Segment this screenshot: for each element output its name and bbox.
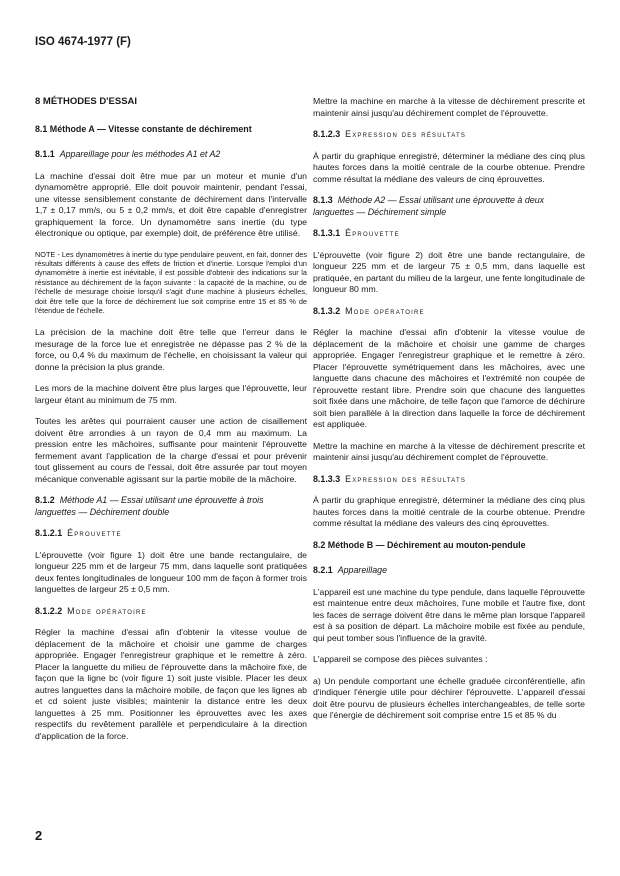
section-number: 8.1.2.1 [35,528,63,539]
paragraph: Mettre la machine en marche à la vitesse de déchirement prescrite et maintenir ainsi jusqu'au déchirement complet de l'éprouvette. [313,96,585,118]
paragraph: À partir du graphique enregistré, déterminer la médiane des cinq plus hautes forces dans la moitié centrale de la courbe obtenue. Prendre comme résultat la médiane des valeurs des cinq éprouvettes. [313,495,585,528]
paragraph: La machine d'essai doit être mue par un moteur et munie d'un dynamomètre approprié. Elle doit pouvoir maintenir, pendant l'essai, une vitesse sensiblement constante de déchirement dans l'intervalle 1,7 ± 0,17 mm/s, ou 5 ± 0,2 mm/s, et doit être capable d'enregistrer graphiquement la force. Un dynamomètre sans inertie (du type électronique ou optique, par exemple) doit, de préférence être utilisé. [35,170,307,238]
section-title: Éprouvette [345,228,400,238]
paragraph: L'appareil se compose des pièces suivantes : [313,654,488,664]
section-title: Éprouvette [67,528,122,539]
section-title: Méthode A2 — Essai utilisant une éprouvette à deux languettes — Déchirement simple [313,195,545,217]
section-title: Appareillage pour les méthodes A1 et A2 [59,149,221,159]
paragraph: À partir du graphique enregistré, déterminer la médiane des cinq plus hautes forces dans la moitié centrale de la courbe obtenue. Prendre comme résultat la médiane des valeurs de cinq éprouvettes. [313,150,585,184]
paragraph: L'appareil est une machine du type pendule, dans laquelle l'éprouvette est maintenue entre deux mâchoires, l'une mobile et l'autre fixe, dont les faces de serrage doivent être dans le même plan lorsque l'appareil est à sa position de départ. La mâchoire mobile est fixée au pendule, qui peut tomber sous l'influence de la gravité. [313,586,585,643]
paragraph: Régler la machine d'essai afin d'obtenir la vitesse voulue de déplacement de la mâchoire et choisir une gamme de charges appropriée. Engager l'enregistreur graphique et le remettre à zéro. Placer l'éprouvette symétriquement dans les mâchoires, avec une languette dans chacune des mâchoires et l'extrémité non coupée de l'éprouvette restant libre. Prendre soin que chacune des languettes soit fixée dans une mâchoire, de telle façon que l'amorce de déchirure soit bien parallèle à la direction dans laquelle la force de déchirement est appliquée. [313,327,585,429]
section-number: 8.1.2.2 [35,605,63,616]
section-8-1-2-3-heading [313,129,585,141]
section-8-1-2-heading [35,495,307,518]
section-title: Expression des résultats [345,473,467,484]
section-number: 8.1.3.2 [313,305,341,316]
section-8-1-3-2-heading [313,306,585,318]
list-item: a) Un pendule comportant une échelle graduée circonférentielle, afin d'indiquer l'énergie utile pour déchirer l'éprouvette. L'appareil d'essai doit être pourvu de plusieurs échelles interchangeables, de telle sorte que l'énergie de déchirement soit comprise entre 15 et 85 % du [313,675,585,720]
section-number: 8.1.2 [35,495,55,506]
section-8-2-1-heading [313,565,585,577]
page-header: ISO 4674-1977 (F) [35,36,131,48]
left-column [35,96,307,752]
section-title: Expression des résultats [345,129,467,139]
section-8-1-heading: 8.1 Méthode A — Vitesse constante de déchirement [35,123,252,134]
section-number: 8.1.3.1 [313,228,341,238]
paragraph: Les mors de la machine doivent être plus larges que l'éprouvette, leur largeur étant au minimum de 75 mm. [35,383,307,405]
section-8-1-1-heading [35,149,307,161]
paragraph: Mettre la machine en marche à la vitesse de déchirement prescrite et maintenir ainsi jusqu'au déchirement complet de l'éprouvette. [313,440,585,462]
section-8-heading: 8 MÉTHODES D'ESSAI [35,96,138,107]
section-number: 8.1.3 [313,195,333,205]
section-title: Mode opératoire [67,605,147,616]
note-paragraph: NOTE - Les dynamomètres à inertie du type pendulaire peuvent, en fait, donner des résultats différents à cause des effets de friction et d'inertie. Lorsque l'emploi d'un dynamomètre à inertie est inévitable, il est possible d'obtenir des indications sur la résistance au déchirement de la façon suivante : la capacité de la machine, ou de l'échelle de mesurage choisie lorsqu'il s'agit d'une machine à plusieurs échelles, doit être telle que la force de déchirement lue soit comprise entre 15 et 85 % de l'étendue de l'échelle. [35,249,307,315]
paragraph: L'éprouvette (voir figure 1) doit être une bande rectangulaire, de longueur 225 mm et de largeur 75 mm, dans laquelle sont pratiquées deux fentes longitudinales de longueur 100 mm de façon à former trois languettes de largeur 25 ± 0,5 mm. [35,549,307,595]
paragraph: Toutes les arêtes qui pourraient causer une action de cisaillement doivent être arrondies à un rayon de 0,4 mm au maximum. La pression entre les mâchoires, suffisante pour maintenir l'éprouvette fermement avant l'application de la charge d'essai et pour prévenir tout glissement au cours de l'essai, doit être assurée par tout moyen mécanique convenable agissant sur la partie mobile de la mâchoire. [35,416,307,484]
section-title: Méthode A1 — Essai utilisant une éprouvette à trois languettes — Déchirement double [35,495,264,517]
section-number: 8.1.1 [35,149,55,159]
section-title: Mode opératoire [345,305,425,316]
section-8-1-3-3-heading [313,474,585,486]
paragraph: Régler la machine d'essai afin d'obtenir la vitesse voulue de déplacement de la mâchoire et choisir une gamme de charges appropriée. Engager l'enregistreur graphique et le remettre à zéro. Placer la languette du milieu de l'éprouvette dans la mâchoire fixe, de façon que la ligne bc (voir figure 1) soit juste visible. Placer les deux autres languettes dans la mâchoire mobile, de façon que les lignes ab et cd soient juste visibles; maintenir la distance entre les deux languettes à 25 mm. Positionner les éprouvettes avec les axes respectifs du revêtement parallèle et perpendiculaire à la direction d'application de la force. [35,627,307,741]
section-8-1-3-1-heading [313,228,585,240]
section-number: 8.2.1 [313,565,333,575]
section-8-2-heading: 8.2 Méthode B — Déchirement au mouton-pendule [313,539,526,550]
right-column [313,96,585,732]
section-number: 8.1.3.3 [313,473,341,484]
page-number: 2 [35,828,43,843]
section-title: Appareillage [337,565,388,575]
section-8-1-2-2-heading [35,606,307,618]
paragraph: L'éprouvette (voir figure 2) doit être une bande rectangulaire, de longueur 225 mm et de largeur 75 ± 0,5 mm, dans laquelle est pratiquée, en partant du milieu de la largeur, une fente longitudinale de longueur 80 mm. [313,249,585,294]
paragraph: La précision de la machine doit être telle que l'erreur dans le mesurage de la force lue et enregistrée ne dépasse pas 2 % de la force, ou 0,4 % du maximum de l'échelle, en choisissant la valeur qui donne la précision la plus grande. [35,327,307,372]
section-8-1-2-1-heading [35,528,307,540]
section-8-1-3-heading [313,195,585,218]
section-number: 8.1.2.3 [313,129,341,139]
